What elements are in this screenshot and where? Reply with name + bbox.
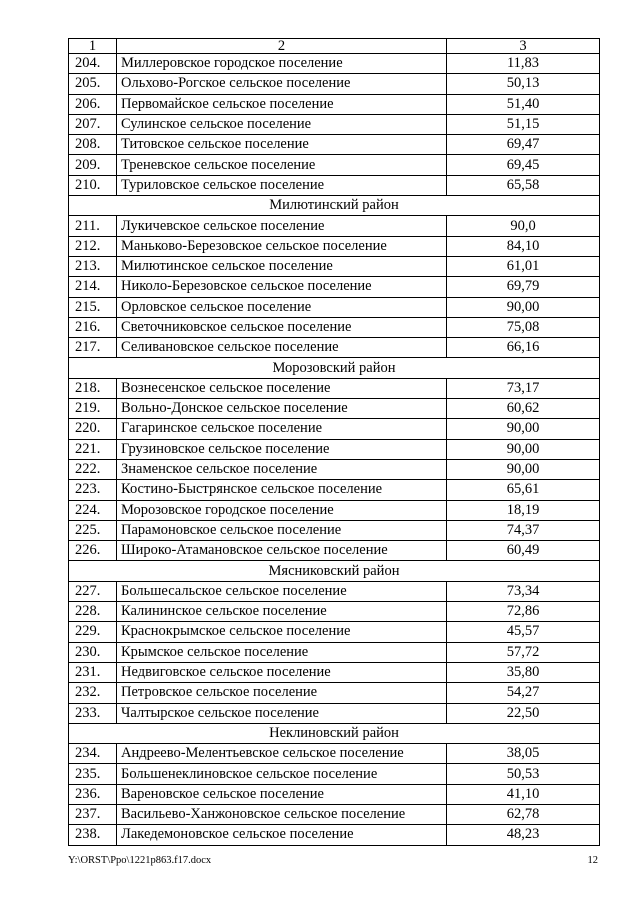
row-number: 210. — [69, 175, 117, 195]
row-value: 66,16 — [447, 338, 600, 358]
row-value: 90,00 — [447, 419, 600, 439]
settlement-name: Грузиновское сельское поселение — [117, 439, 447, 459]
table-row — [69, 277, 600, 297]
row-number: 213. — [69, 256, 117, 276]
row-number: 204. — [69, 54, 117, 74]
row-value: 74,37 — [447, 520, 600, 540]
table-row — [69, 297, 600, 317]
row-number: 237. — [69, 804, 117, 824]
row-value: 50,53 — [447, 764, 600, 784]
table-row — [69, 602, 600, 622]
district-row — [69, 723, 600, 743]
row-value: 65,61 — [447, 480, 600, 500]
footer-file-path: Y:\ORST\Ppo\1221p863.f17.docx — [68, 855, 212, 866]
settlement-name: Треневское сельское поселение — [117, 155, 447, 175]
settlement-name: Титовское сельское поселение — [117, 135, 447, 155]
header-col-3: 3 — [447, 39, 600, 54]
row-value: 11,83 — [447, 54, 600, 74]
table-row — [69, 236, 600, 256]
row-number: 231. — [69, 662, 117, 682]
table-row — [69, 764, 600, 784]
row-value: 51,15 — [447, 114, 600, 134]
table-row — [69, 804, 600, 824]
row-value: 35,80 — [447, 662, 600, 682]
row-value: 75,08 — [447, 317, 600, 337]
row-value: 22,50 — [447, 703, 600, 723]
table-row — [69, 155, 600, 175]
row-value: 69,45 — [447, 155, 600, 175]
table-row — [69, 541, 600, 561]
row-number: 206. — [69, 94, 117, 114]
table-row — [69, 784, 600, 804]
table-row — [69, 338, 600, 358]
table-row — [69, 419, 600, 439]
settlement-name: Лукичевское сельское поселение — [117, 216, 447, 236]
row-number: 224. — [69, 500, 117, 520]
row-number: 212. — [69, 236, 117, 256]
settlement-name: Ольхово-Рогское сельское поселение — [117, 74, 447, 94]
row-number: 230. — [69, 642, 117, 662]
row-value: 62,78 — [447, 804, 600, 824]
settlement-name: Чалтырское сельское поселение — [117, 703, 447, 723]
row-value: 41,10 — [447, 784, 600, 804]
table-row — [69, 399, 600, 419]
row-value: 90,00 — [447, 439, 600, 459]
settlement-name: Лакедемоновское сельское поселение — [117, 825, 447, 845]
table-row — [69, 378, 600, 398]
row-value: 69,79 — [447, 277, 600, 297]
row-number: 205. — [69, 74, 117, 94]
row-value: 60,49 — [447, 541, 600, 561]
district-name: Неклиновский район — [69, 723, 600, 743]
row-value: 72,86 — [447, 602, 600, 622]
table-row — [69, 480, 600, 500]
row-number: 208. — [69, 135, 117, 155]
settlement-name: Костино-Быстрянское сельское поселение — [117, 480, 447, 500]
table-row — [69, 642, 600, 662]
row-number: 234. — [69, 744, 117, 764]
row-number: 219. — [69, 399, 117, 419]
settlement-name: Туриловское сельское поселение — [117, 175, 447, 195]
table-row — [69, 175, 600, 195]
row-value: 90,00 — [447, 297, 600, 317]
district-name: Милютинский район — [69, 196, 600, 216]
row-value: 73,34 — [447, 581, 600, 601]
settlement-name: Николо-Березовское сельское поселение — [117, 277, 447, 297]
table-row — [69, 256, 600, 276]
table-row — [69, 520, 600, 540]
district-name: Мясниковский район — [69, 561, 600, 581]
table-row — [69, 500, 600, 520]
settlement-name: Калининское сельское поселение — [117, 602, 447, 622]
row-number: 216. — [69, 317, 117, 337]
row-value: 51,40 — [447, 94, 600, 114]
row-number: 221. — [69, 439, 117, 459]
table-row — [69, 662, 600, 682]
district-row — [69, 358, 600, 378]
table-row — [69, 581, 600, 601]
row-number: 214. — [69, 277, 117, 297]
settlement-name: Крымское сельское поселение — [117, 642, 447, 662]
row-value: 48,23 — [447, 825, 600, 845]
row-value: 50,13 — [447, 74, 600, 94]
district-row — [69, 196, 600, 216]
row-value: 38,05 — [447, 744, 600, 764]
settlement-name: Светочниковское сельское поселение — [117, 317, 447, 337]
row-number: 225. — [69, 520, 117, 540]
table-row — [69, 317, 600, 337]
table-row — [69, 825, 600, 845]
row-value: 61,01 — [447, 256, 600, 276]
row-value: 54,27 — [447, 683, 600, 703]
settlement-name: Васильево-Ханжоновское сельское поселение — [117, 804, 447, 824]
footer-page-number: 12 — [587, 855, 598, 866]
settlement-name: Вареновское сельское поселение — [117, 784, 447, 804]
table-header-row — [69, 39, 600, 54]
row-number: 238. — [69, 825, 117, 845]
row-value: 73,17 — [447, 378, 600, 398]
header-col-2: 2 — [117, 39, 447, 54]
row-number: 233. — [69, 703, 117, 723]
table-row — [69, 683, 600, 703]
settlement-name: Вольно-Донское сельское поселение — [117, 399, 447, 419]
row-value: 57,72 — [447, 642, 600, 662]
row-number: 217. — [69, 338, 117, 358]
row-value: 84,10 — [447, 236, 600, 256]
row-number: 211. — [69, 216, 117, 236]
row-number: 209. — [69, 155, 117, 175]
settlement-name: Селивановское сельское поселение — [117, 338, 447, 358]
settlement-name: Морозовское городское поселение — [117, 500, 447, 520]
table-row — [69, 54, 600, 74]
settlement-name: Недвиговское сельское поселение — [117, 662, 447, 682]
row-number: 222. — [69, 459, 117, 479]
settlement-name: Широко-Атамановское сельское поселение — [117, 541, 447, 561]
district-name: Морозовский район — [69, 358, 600, 378]
settlement-name: Маньково-Березовское сельское поселение — [117, 236, 447, 256]
row-number: 232. — [69, 683, 117, 703]
table-row — [69, 74, 600, 94]
row-number: 226. — [69, 541, 117, 561]
row-number: 229. — [69, 622, 117, 642]
settlement-name: Андреево-Мелентьевское сельское поселение — [117, 744, 447, 764]
row-number: 215. — [69, 297, 117, 317]
table-body — [69, 39, 600, 846]
row-number: 220. — [69, 419, 117, 439]
table-row — [69, 114, 600, 134]
row-number: 207. — [69, 114, 117, 134]
table-row — [69, 94, 600, 114]
row-value: 60,62 — [447, 399, 600, 419]
row-value: 65,58 — [447, 175, 600, 195]
row-number: 227. — [69, 581, 117, 601]
settlement-name: Петровское сельское поселение — [117, 683, 447, 703]
table-row — [69, 135, 600, 155]
settlement-name: Парамоновское сельское поселение — [117, 520, 447, 540]
settlement-name: Краснокрымское сельское поселение — [117, 622, 447, 642]
settlement-name: Гагаринское сельское поселение — [117, 419, 447, 439]
settlements-table — [68, 38, 600, 846]
table-row — [69, 439, 600, 459]
row-number: 228. — [69, 602, 117, 622]
row-number: 223. — [69, 480, 117, 500]
row-value: 45,57 — [447, 622, 600, 642]
row-number: 235. — [69, 764, 117, 784]
row-number: 236. — [69, 784, 117, 804]
row-value: 69,47 — [447, 135, 600, 155]
table-row — [69, 703, 600, 723]
row-value: 90,0 — [447, 216, 600, 236]
settlement-name: Орловское сельское поселение — [117, 297, 447, 317]
settlement-name: Милютинское сельское поселение — [117, 256, 447, 276]
table-row — [69, 216, 600, 236]
table-row — [69, 459, 600, 479]
row-value: 18,19 — [447, 500, 600, 520]
district-row — [69, 561, 600, 581]
table-row — [69, 744, 600, 764]
settlement-name: Миллеровское городское поселение — [117, 54, 447, 74]
settlement-name: Знаменское сельское поселение — [117, 459, 447, 479]
settlement-name: Вознесенское сельское поселение — [117, 378, 447, 398]
header-col-1: 1 — [69, 39, 117, 54]
settlement-name: Сулинское сельское поселение — [117, 114, 447, 134]
table-row — [69, 622, 600, 642]
row-value: 90,00 — [447, 459, 600, 479]
settlement-name: Большесальское сельское поселение — [117, 581, 447, 601]
settlement-name: Первомайское сельское поселение — [117, 94, 447, 114]
row-number: 218. — [69, 378, 117, 398]
settlement-name: Большенеклиновское сельское поселение — [117, 764, 447, 784]
